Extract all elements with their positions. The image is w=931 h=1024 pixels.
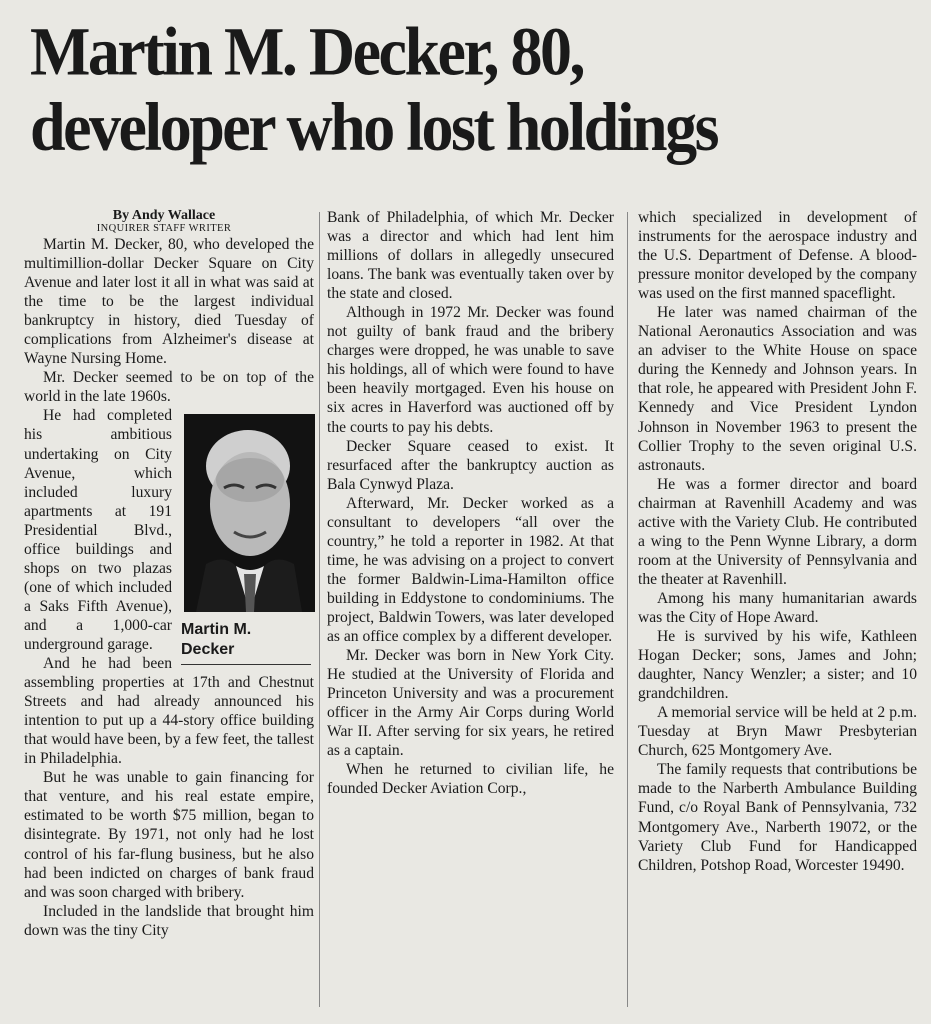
paragraph: which specialized in development of instruments for the aerospace industry and the U.S. Department of Defense. A blood-pressure monitor developed by the company was used on the first manned spaceflight. <box>638 209 917 303</box>
caption-line-2: Decker <box>181 641 235 659</box>
paragraph: And he had been assembling properties at 17th and Chestnut Streets and had already announced his intention to put up a 44-story office building that would have been, by a few feet, the tallest in Philadelphia. <box>24 655 314 768</box>
photo-block <box>181 414 316 665</box>
headline-line-1: Martin M. Decker, 80, <box>30 12 583 90</box>
byline-title: INQUIRER STAFF WRITER <box>96 223 232 234</box>
paragraph: But he was unable to gain financing for that venture, and his real estate empire, estimated to be worth $75 million, began to disintegrate. By 1971, not only had he lost control of his far-flung business, but he also had been indicted on charges of bank fraud and was soon charged with bribery. <box>24 769 314 901</box>
paragraph: Mr. Decker seemed to be on top of the world in the late 1960s. <box>24 369 314 406</box>
article-column-3 <box>638 208 917 875</box>
article-column-2 <box>327 208 614 798</box>
paragraph: When he returned to civilian life, he founded Decker Aviation Corp., <box>327 761 614 798</box>
paragraph: Included in the landslide that brought him down was the tiny City <box>24 902 314 939</box>
headline <box>30 14 910 165</box>
article-column-1 <box>24 208 314 940</box>
paragraph: He had completed his ambitious undertaking on City Avenue, which included luxury apartments at 191 Presidential Blvd., office buildings and shops on two plazas (one of which included a Saks Fifth Avenue), and a 1,000-car underground garage. <box>24 407 172 653</box>
portrait-photo <box>184 414 315 612</box>
paragraph: He was a former director and board chairman at Ravenhill Academy and was active with the Variety Club. He contributed a wing to the Penn Wynne Library, a dorm room at the University of Pennsylvania and the theater at Ravenhill. <box>638 475 917 588</box>
paragraph: Although in 1972 Mr. Decker was found not guilty of bank fraud and the bribery charges were dropped, he was unable to save his holdings, all of which were found to have been heavily mortgaged. Even his house on six acres in Haverford was auctioned off by the courts to pay his debts. <box>327 304 614 436</box>
paragraph: The family requests that contributions be made to the Narberth Ambulance Building Fund, c/o Royal Bank of Pennsylvania, 732 Montgomery Ave., Narberth 19072, or the Variety Club Fund for Handicapped Children, Potshop Road, Worcester 19490. <box>638 761 917 874</box>
paragraph: Decker Square ceased to exist. It resurfaced after the bankruptcy auction as Bala Cynwyd Plaza. <box>327 437 614 493</box>
paragraph: Mr. Decker was born in New York City. He studied at the University of Florida and Princeton University and was a procurement officer in the Army Air Corps during World War II. After serving for six years, he retired as a captain. <box>327 647 614 760</box>
byline-author: By Andy Wallace <box>112 208 216 223</box>
byline <box>14 208 314 235</box>
paragraph: Afterward, Mr. Decker worked as a consultant to developers “all over the country,” he told a reporter in 1982. At that time, he was advising on a project to convert the former Baldwin-Lima-Hamilton office building in Eddystone to condominiums. The project, Baldwin Towers, was later developed as an office complex by a different developer. <box>327 494 614 646</box>
headline-line-2: developer who lost holdings <box>30 88 717 166</box>
paragraph: He is survived by his wife, Kathleen Hogan Decker; sons, James and John; daughter, Nancy Wenzler; a sister; and 10 grandchildren. <box>638 628 917 703</box>
photo-caption <box>181 620 311 665</box>
paragraph: Bank of Philadelphia, of which Mr. Decker was a director and which had lent him millions of dollars in allegedly unsecured loans. The bank was eventually taken over by the state and closed. <box>327 209 614 303</box>
paragraph: A memorial service will be held at 2 p.m. Tuesday at Bryn Mawr Presbyterian Church, 625 Montgomery Ave. <box>638 704 917 760</box>
paragraph: Among his many humanitarian awards was the City of Hope Award. <box>638 589 917 626</box>
column-rule-1 <box>319 212 320 1007</box>
paragraph: Martin M. Decker, 80, who developed the multimillion-dollar Decker Square on City Avenue and later lost it all in what was said at the time to be the largest individual bankruptcy in history, died Tuesday of complications from Alzheimer's disease at Wayne Nursing Home. <box>24 236 314 368</box>
column-rule-2 <box>627 212 628 1007</box>
portrait-image <box>184 414 315 612</box>
paragraph: He later was named chairman of the National Aeronautics Association and was an adviser to the White House on space during the Kennedy and Johnson years. In that role, he appeared with President John F. Kennedy and Vice President Lyndon Johnson in November 1963 to present the Collier Trophy to the seven original U.S. astronauts. <box>638 304 917 474</box>
caption-line-1: Martin M. <box>181 621 252 639</box>
